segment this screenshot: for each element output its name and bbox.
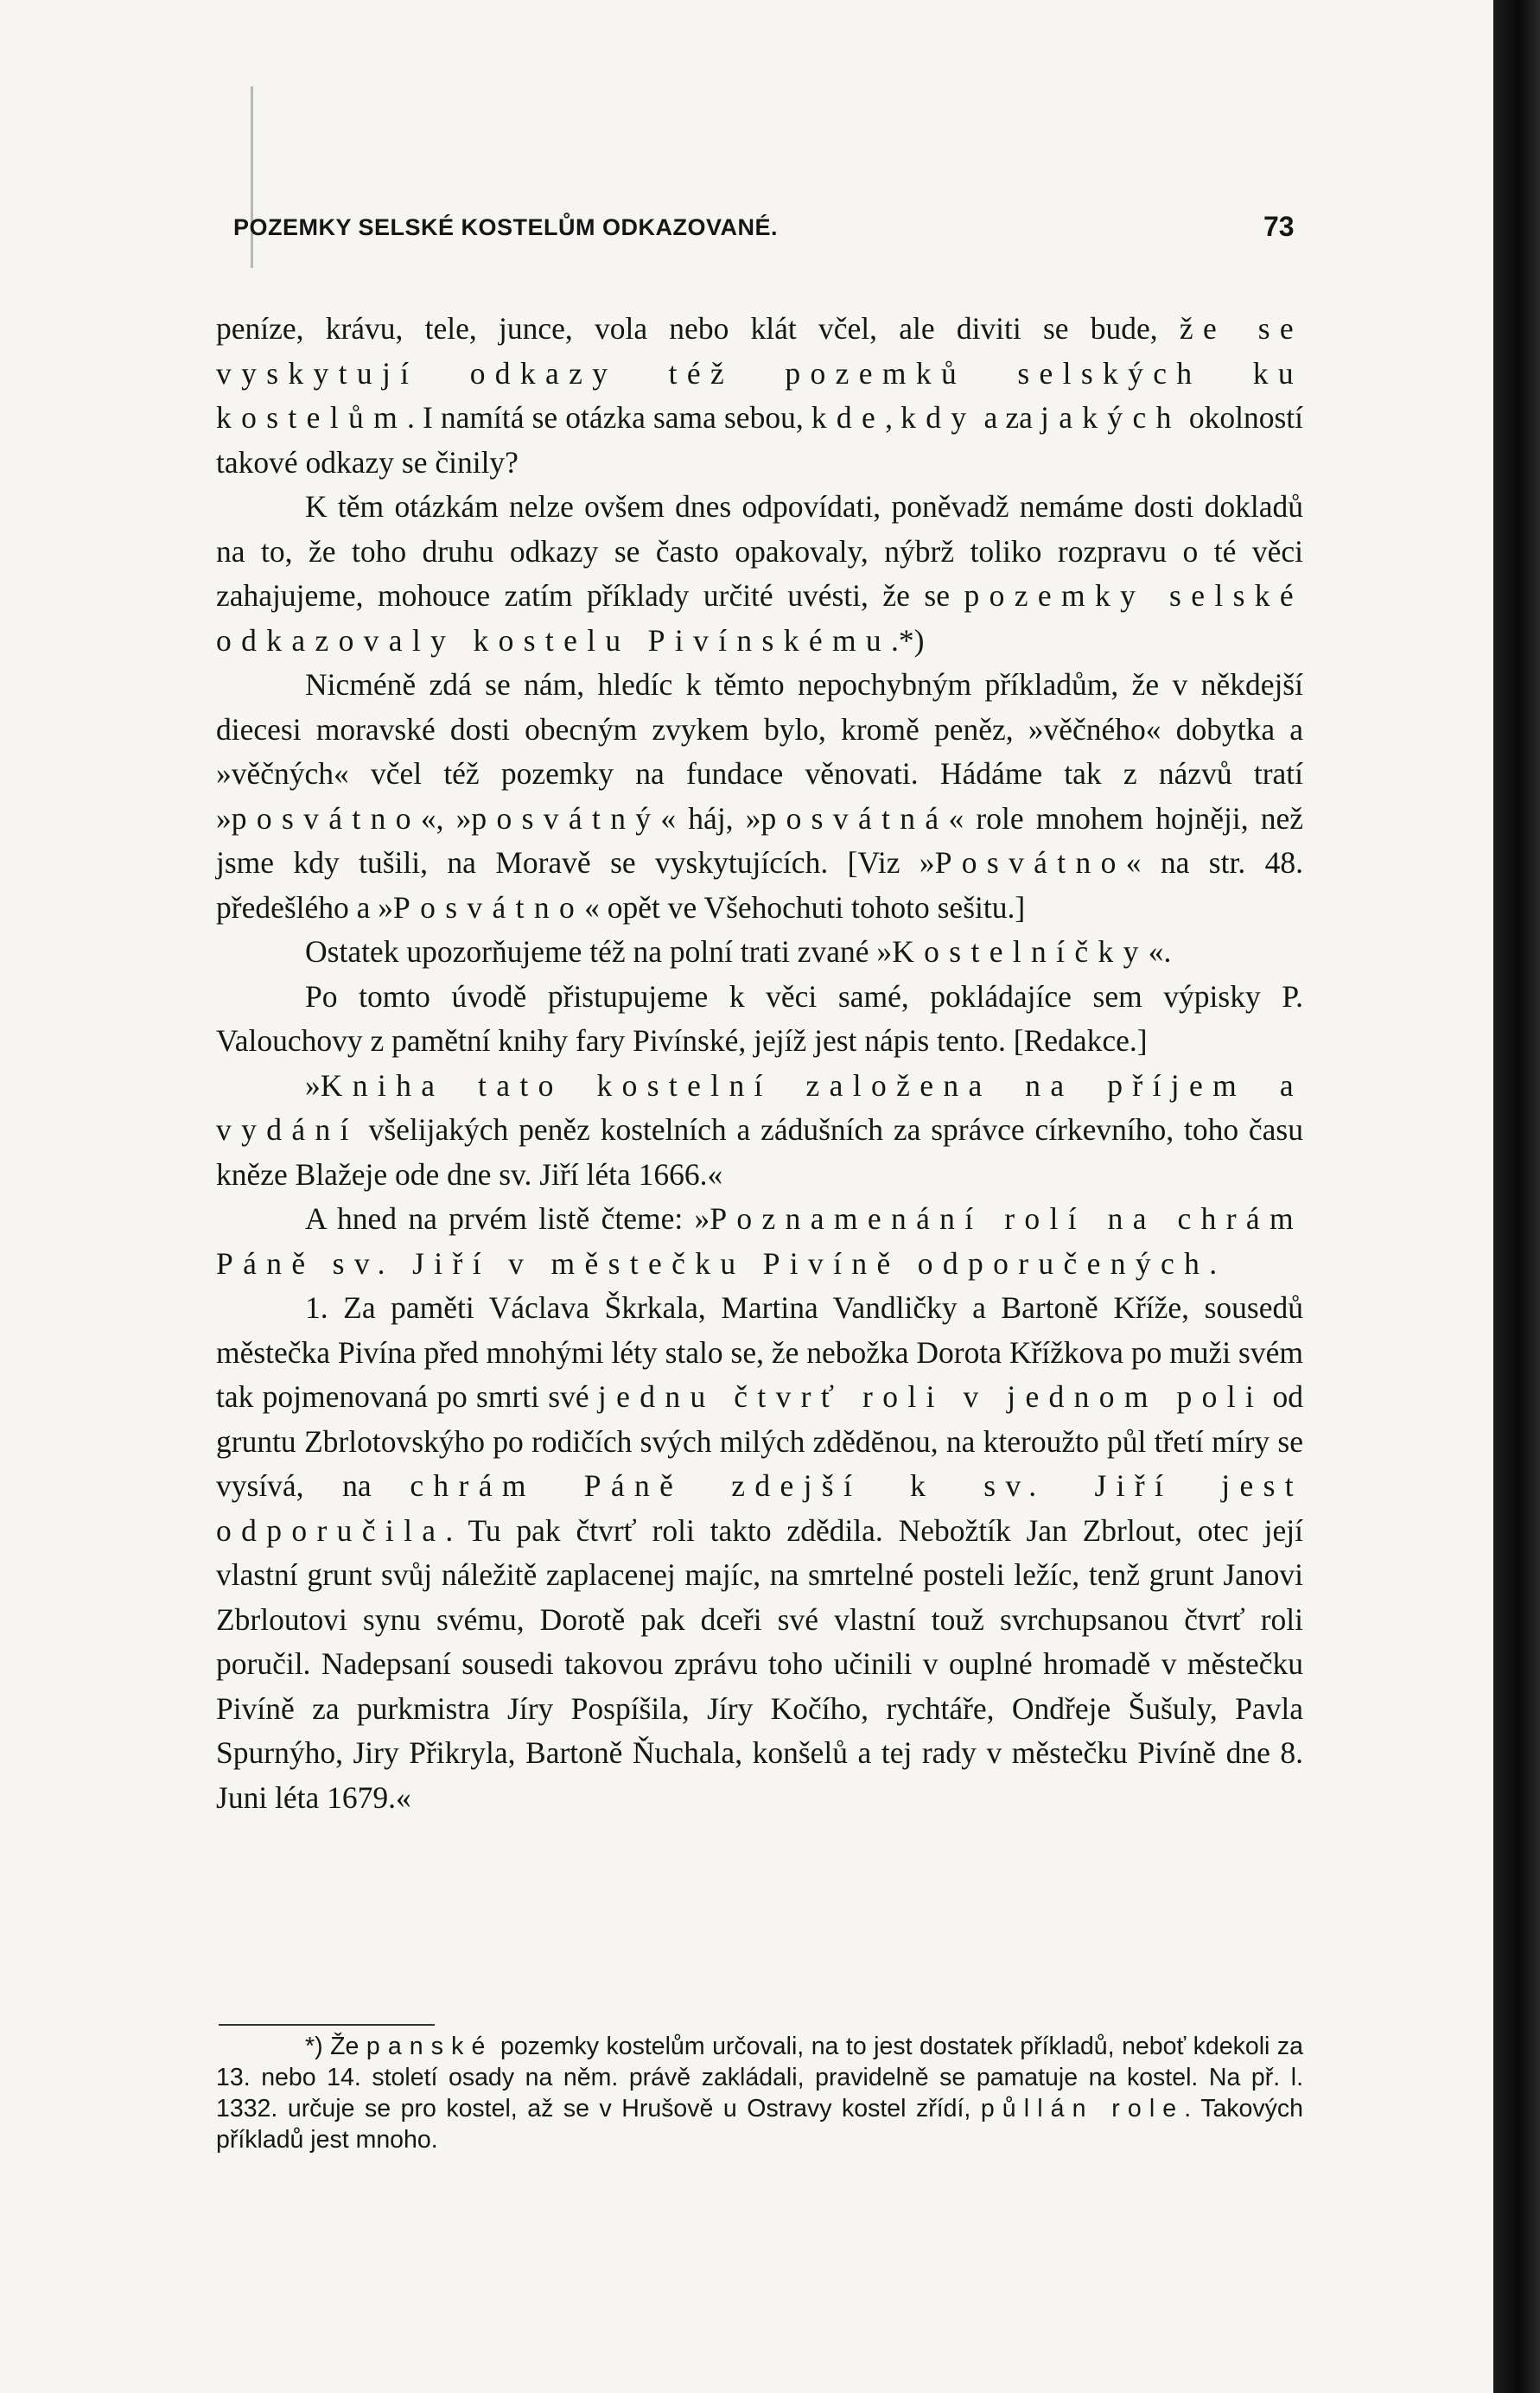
text-run: A hned na prvém listě čteme: » [305,1201,710,1236]
footnote-divider [219,2024,435,2026]
spaced-emphasis: posvátná [760,800,949,836]
text-run: . Takových příkladů jest mnoho. [216,2095,1303,2154]
paragraph-8 [216,1286,1303,1820]
paragraph-6 [216,1064,1303,1198]
spaced-emphasis: posvátno [231,800,421,836]
spaced-emphasis: kde [811,400,886,435]
paragraph-3 [216,663,1303,930]
spaced-emphasis: panské [366,2033,493,2060]
text-run: » [305,1067,321,1103]
text-run: « na str. 48. předešlého a » [216,845,1303,925]
spaced-emphasis: Poznamenání rolí na chrám Páně sv. Jiří v městečku Pivíně odporučených [216,1201,1304,1281]
text-run: K těm otázkám nelze ovšem dnes odpovídati, poněvadž nemáme dosti dokladů na to, že toho druhu odkazy se často opakovaly, nýbrž toliko rozpravu o té věci zahajujeme, mohouce zatím příklady určité uvésti, že se [216,489,1303,613]
text-run: « opět ve Všehochuti tohoto sešitu.] [584,889,1026,925]
paragraph-2 [216,485,1303,663]
page-number: 73 [1263,211,1295,242]
text-run: «, » [420,800,472,836]
paragraph-5: Po tomto úvodě přistupujeme k věci samé, pokládajíce sem výpisky P. Valouchovy z pamětní knihy fary Pivínské, jejíž jest nápis tento. [Redakce.] [216,978,1303,1058]
spaced-emphasis: Posvátno [393,889,585,925]
text-run: peníze, krávu, tele, junce, vola nebo klát včel, ale diviti se bude, [216,311,1180,346]
spaced-emphasis: chrám Páně zdejší k sv. Jiří jest odporučila [216,1468,1303,1548]
scan-edge [1493,0,1540,2393]
text-run: Nicméně zdá se nám, hledíc k těmto nepochybným příkladům, že v někdejší diecesi moravské dosti obecným zvykem bylo, kromě peněz, »věčného« dobytka a »věčných« včel též pozemky na fundace věnovati. Hádáme tak z názvů tratí » [216,667,1303,836]
spaced-emphasis: kdy [900,400,977,435]
text-run: 1. Za paměti Václava Škrkala, Martina Vandličky a Bartoně Kříže, sousedů městečka Pivína před mnohými léty stalo se, že nebožka Dorota Křížkova po muži svém tak pojmenovaná po smrti své [216,1290,1303,1414]
spaced-emphasis: posvátný [471,800,661,836]
text-run: . I namítá se otázka sama sebou, [407,400,811,435]
text-run: «. [1148,934,1172,969]
text-run: pozemky kostelům určovali, na to jest dostatek příkladů, neboť kdekoli za 13. nebo 14. století osady na něm. právě zakládali, pravidelně se pamatuje na kostel. Na př. l. 1332. určuje se pro kostel, až se v Hrušově u Ostravy kostel zřídí, [216,2033,1303,2123]
spaced-emphasis: jednu čtvrť roli v jednom poli [597,1379,1264,1414]
text-run: , [885,400,901,435]
text-run: « role mnohem hojněji, než jsme kdy tušili, na Moravě se vyskytujících. [Viz » [216,800,1303,880]
text-run: od gruntu Zbrlotovskýho po rodičích svých milých zdědĕnou, na kteroužto půl třetí míry se vysívá, na [216,1379,1303,1503]
text-run: *) Že [305,2033,366,2060]
spaced-emphasis: jakých [1040,400,1181,435]
paragraph-4 [216,930,1303,975]
paragraph-7 [216,1197,1303,1286]
body-text [216,307,1303,1820]
spaced-emphasis: Posvátno [934,845,1126,880]
spaced-emphasis: Kniha tato kostelní založena na příjem a vydání [216,1067,1303,1147]
text-run: . Tu pak čtvrť roli takto zdědila. Nebožtík Jan Zbrlout, otec její vlastní grunt svůj náležitě zaplacenej majíc, na smrtelné posteli ležíc, tenž grunt Janovi Zbrloutovi synu svému, Dorotě pak dceři své vlastní touž svrchupsanou čtvrť roli poručil. Nadepsaní sousedi takovou zprávu toho učinili v ouplné hromadě v městečku Pivíně za purkmistra Jíry Pospíšila, Jíry Kočího, rychtáře, Ondřeje Šušuly, Pavla Spurnýho, Jiry Přikryla, Bartoně Ňuchala, konšelů a tej rady v městečku Pivíně dne 8. Juni léta 1679.« [216,1512,1303,1815]
text-run: všelijakých peněz kostelních a zádušních za správce církevního, toho času kněze Blažeje ode dne sv. Jiří léta 1666.« [216,1112,1303,1192]
footnote [216,2031,1303,2155]
spaced-emphasis: Kostelníčky [892,934,1149,969]
text-run: « háj, » [660,800,761,836]
footnote-ref: .*) [891,622,925,658]
text-run: a za [976,400,1040,435]
spaced-emphasis: půllán role [980,2095,1185,2123]
text-run: Ostatek upozorňujeme též na polní trati zvané » [305,934,893,969]
spaced-emphasis: pozemky selské odkazovaly kostelu Pivínskému [216,578,1303,658]
spaced-emphasis: že se vyskytují odkazy též pozemků selských ku kostelům [216,311,1303,435]
paragraph-1 [216,307,1303,485]
text-run: . [1209,1245,1218,1281]
text-run: okolností takové odkazy se činily? [216,400,1304,480]
running-head: POZEMKY SELSKÉ KOSTELŮM ODKAZOVANÉ. [233,214,779,240]
footnote-text [216,2031,1303,2155]
